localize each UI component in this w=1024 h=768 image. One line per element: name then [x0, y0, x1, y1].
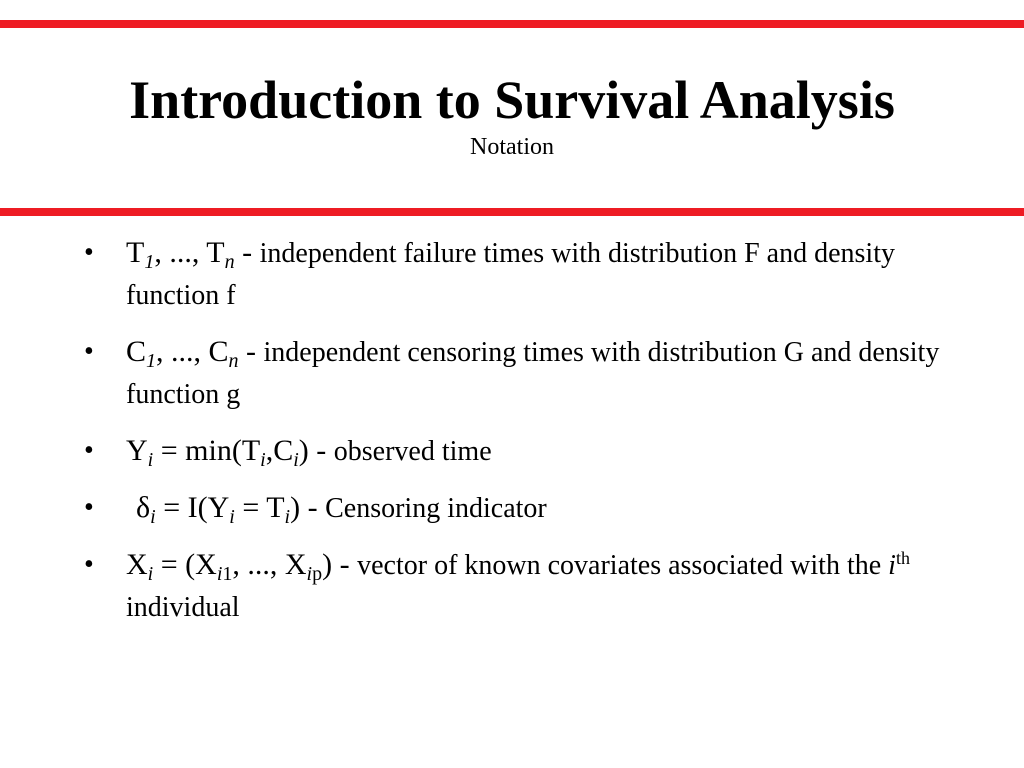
- bullet-failure-times: [84, 232, 964, 317]
- bullet-observed-time: [84, 430, 964, 473]
- slide-title: Introduction to Survival Analysis: [129, 70, 895, 130]
- title-block: [0, 68, 1024, 162]
- bullet-dot: •: [84, 549, 94, 580]
- censoring-indicator-notation: $\delta_i = I(Y_i = T_i)$ -: [136, 491, 326, 528]
- top-red-rule: [0, 20, 1024, 28]
- censoring-indicator-description: Censoring indicator: [325, 493, 547, 524]
- bullet-dot: •: [84, 492, 94, 523]
- observed-time-notation: $Y_i = \min(T_i,C_i)$ -: [126, 434, 334, 471]
- censoring-times-notation: $C_1$, ..., $C_n$ -: [126, 335, 264, 372]
- bullet-dot: •: [84, 435, 94, 466]
- covariates-notation: $X_i = (X_{i1}$, ..., $X_{ip}$) -: [126, 548, 358, 585]
- covariates-description: vector of known covariates associated with the $i^{th}$ individual: [126, 548, 910, 623]
- bullet-covariates: [84, 544, 964, 629]
- failure-times-description: independent failure times with distribution F and density function f: [126, 238, 895, 311]
- censoring-times-description: independent censoring times with distribution G and density function g: [126, 337, 940, 410]
- notation-list: [84, 232, 964, 643]
- bullet-censoring-indicator: [84, 487, 964, 530]
- bullet-dot: •: [84, 336, 94, 367]
- slide-subtitle: Notation: [470, 134, 554, 160]
- bullet-censoring-times: [84, 331, 964, 416]
- bullet-dot: •: [84, 237, 94, 268]
- observed-time-description: observed time: [333, 436, 492, 467]
- failure-times-notation: $T_1$, ..., $T_n$ -: [126, 236, 260, 273]
- bottom-red-rule: [0, 208, 1024, 216]
